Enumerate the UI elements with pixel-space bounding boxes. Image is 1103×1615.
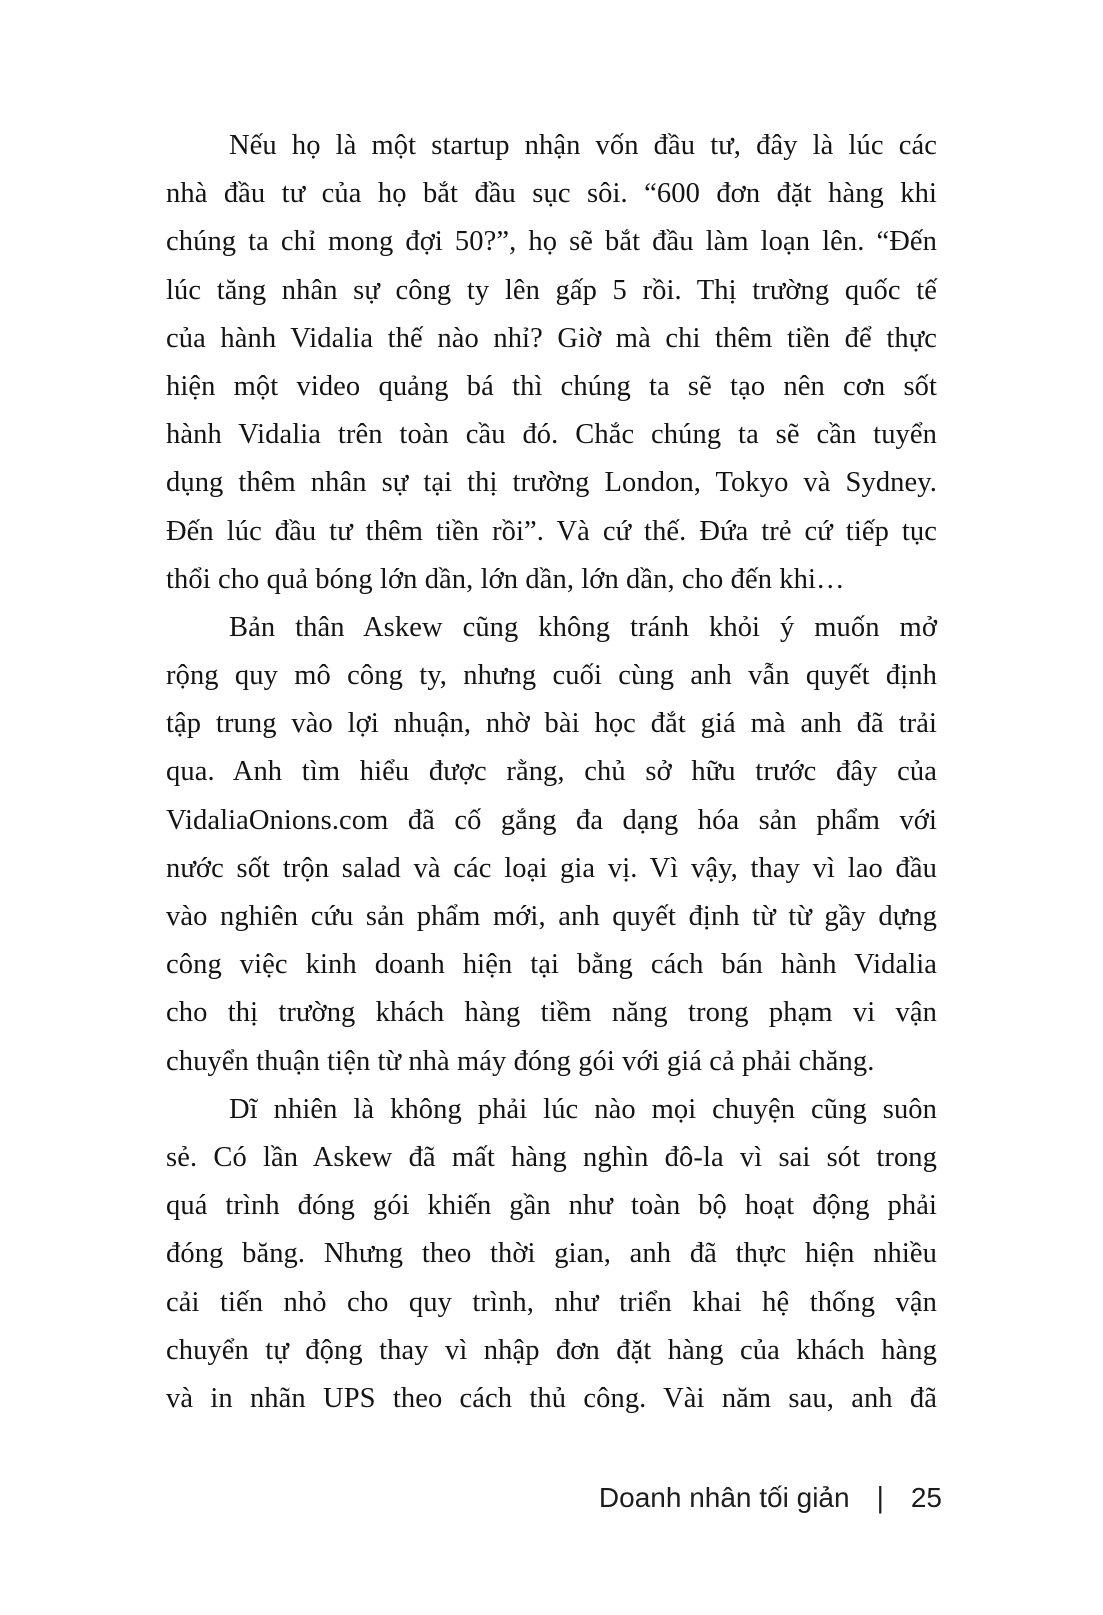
text-line: nhà đầu tư của họ bắt đầu sục sôi. “600 đơn đặt hàng khi	[166, 178, 937, 210]
text-line: hành Vidalia trên toàn cầu đó. Chắc chúng ta sẽ cần tuyển	[166, 419, 937, 451]
text-line: hiện một video quảng bá thì chúng ta sẽ tạo nên cơn sốt	[166, 370, 937, 402]
text-line: nước sốt trộn salad và các loại gia vị. Vì vậy, thay vì lao đầu	[166, 852, 937, 884]
paragraph	[166, 1086, 937, 1423]
text-line: chuyển tự động thay vì nhập đơn đặt hàng của khách hàng	[166, 1334, 937, 1366]
text-line: lúc tăng nhân sự công ty lên gấp 5 rồi. Thị trường quốc tế	[166, 274, 937, 306]
text-line: công việc kinh doanh hiện tại bằng cách bán hành Vidalia	[166, 949, 937, 981]
text-line: chúng ta chỉ mong đợi 50?”, họ sẽ bắt đầu làm loạn lên. “Đến	[166, 226, 937, 258]
text-line: cho thị trường khách hàng tiềm năng trong phạm vi vận	[166, 997, 937, 1029]
footer-page-number: 25	[910, 1482, 942, 1513]
text-line: của hành Vidalia thế nào nhỉ? Giờ mà chi thêm tiền để thực	[166, 322, 937, 354]
text-line: rộng quy mô công ty, nhưng cuối cùng anh vẫn quyết định	[166, 660, 937, 692]
text-line: VidaliaOnions.com đã cố gắng đa dạng hóa sản phẩm với	[166, 804, 937, 836]
text-line: cải tiến nhỏ cho quy trình, như triển khai hệ thống vận	[166, 1286, 937, 1318]
text-line: Bản thân Askew cũng không tránh khỏi ý muốn mở	[229, 611, 937, 643]
text-line: quá trình đóng gói khiến gần như toàn bộ hoạt động phải	[166, 1190, 937, 1222]
page-body-text	[166, 122, 937, 1423]
footer-separator: |	[876, 1481, 884, 1514]
paragraph	[166, 122, 937, 604]
text-line: Dĩ nhiên là không phải lúc nào mọi chuyện cũng suôn	[229, 1093, 937, 1125]
text-line: sẻ. Có lần Askew đã mất hàng nghìn đô-la vì sai sót trong	[166, 1141, 937, 1173]
text-line: qua. Anh tìm hiểu được rằng, chủ sở hữu trước đây của	[166, 756, 937, 788]
text-line: Đến lúc đầu tư thêm tiền rồi”. Và cứ thế. Đứa trẻ cứ tiếp tục	[166, 515, 937, 547]
text-line: dụng thêm nhân sự tại thị trường London, Tokyo và Sydney.	[166, 467, 937, 499]
text-line: đóng băng. Nhưng theo thời gian, anh đã thực hiện nhiều	[166, 1238, 937, 1270]
footer-book-title: Doanh nhân tối giản	[598, 1482, 850, 1513]
text-line: tập trung vào lợi nhuận, nhờ bài học đắt giá mà anh đã trải	[166, 708, 937, 740]
page-footer	[599, 1482, 942, 1514]
text-line: chuyển thuận tiện từ nhà máy đóng gói với giá cả phải chăng.	[166, 1045, 875, 1077]
text-line: và in nhãn UPS theo cách thủ công. Vài năm sau, anh đã	[166, 1382, 937, 1414]
text-line: vào nghiên cứu sản phẩm mới, anh quyết định từ từ gầy dựng	[166, 901, 937, 932]
paragraph	[166, 604, 937, 1086]
text-line: thổi cho quả bóng lớn dần, lớn dần, lớn dần, cho đến khi…	[166, 563, 845, 595]
text-line: Nếu họ là một startup nhận vốn đầu tư, đây là lúc các	[229, 130, 937, 161]
